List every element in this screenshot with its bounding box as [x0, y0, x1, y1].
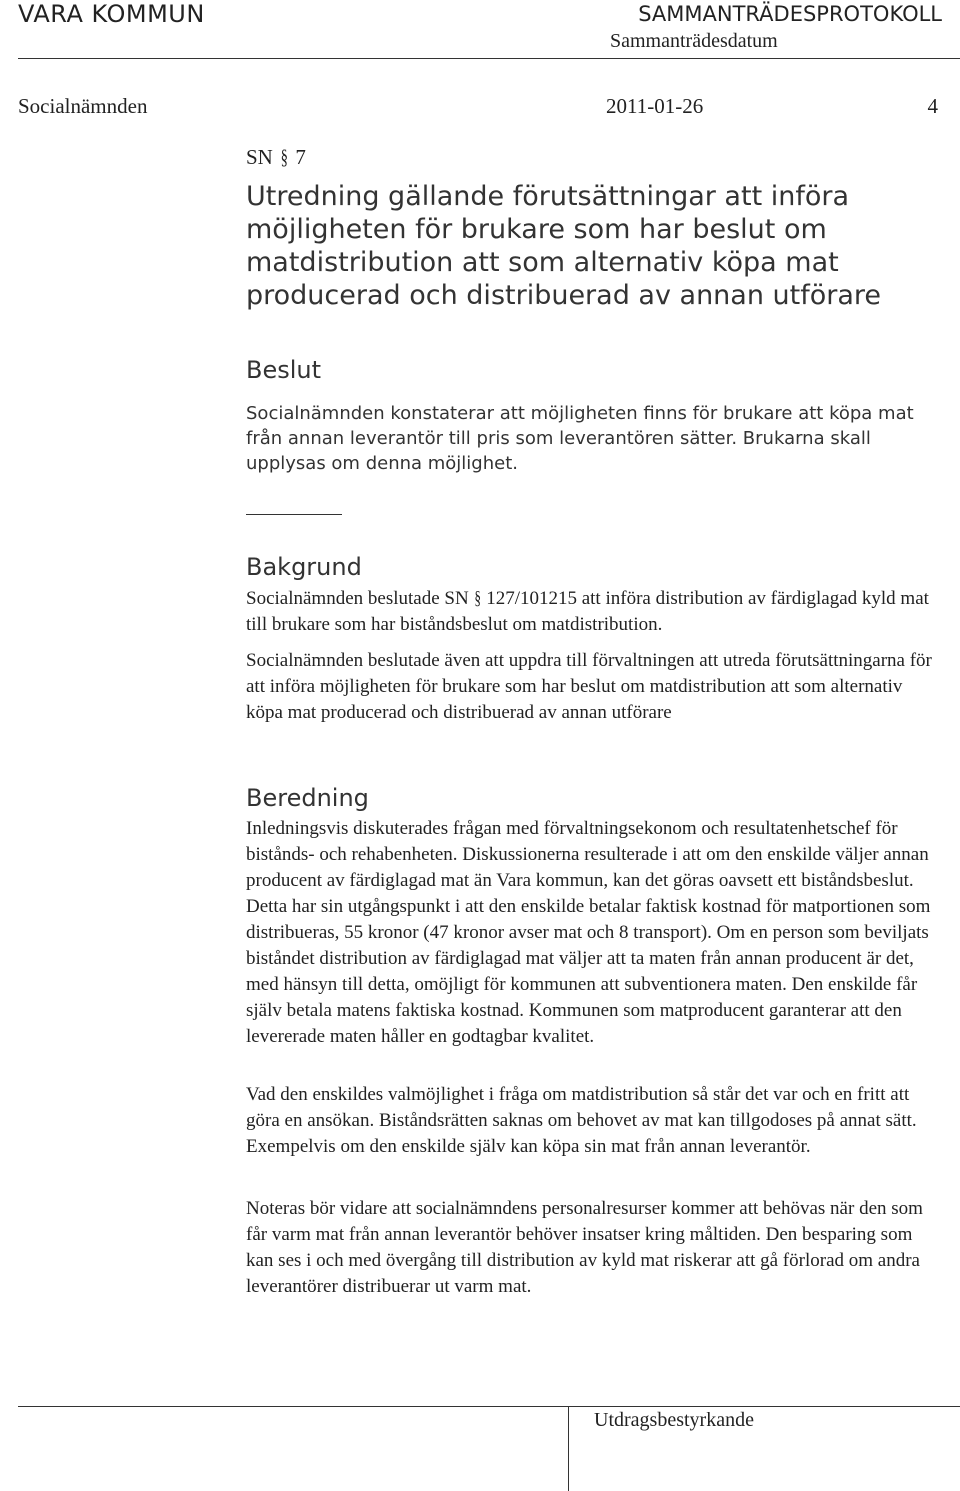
bakgrund-paragraph-1 [246, 586, 942, 638]
committee-name: Socialnämnden [18, 94, 148, 118]
bakgrund-p1-end: 127/101215 att införa distribution av färdiglagad kyld mat till brukare som har biståndsbeslut om matdistribution. [246, 588, 929, 635]
item-title: Utredning gällande förutsättningar att införa möjligheten för brukare som har beslut om matdistribution att som alternativ köpa mat producerad och distribuerad av annan utförare [246, 181, 882, 311]
section-reference [246, 145, 306, 170]
section-symbol: § [280, 145, 288, 169]
document-type: SAMMANTRÄDESPROTOKOLL [638, 2, 942, 26]
beredning-paragraph-2: Vad den enskildes valmöjlighet i fråga om matdistribution så står det var och en fritt att göra en ansökan. Biståndsrätten saknas om behovet av mat kan tillgodoses på annat sätt. Exempelvis om den enskilde själv kan köpa sin mat från annan leverantör. [246, 1084, 917, 1157]
organization-name: VARA KOMMUN [18, 0, 205, 28]
section-number: 7 [295, 145, 306, 169]
beslut-text: Socialnämnden konstaterar att möjligheten finns för brukare att köpa mat från annan leverantör till pris som leverantören sätter. Brukarna skall upplysas om denna möjlighet. [246, 403, 914, 474]
bakgrund-p1-start: Socialnämnden beslutade SN [246, 588, 469, 609]
beredning-paragraph-1: Inledningsvis diskuterades frågan med förvaltningsekonom och resultatenhetschef för bistånds- och rehabenheten. Diskussionerna resulterade i att om den enskilde väljer annan producent av färdiglagad mat än Vara kommun, kan det göras oavsett ett biståndsbeslut. Detta har sin utgångspunkt i att den enskilde betalar faktisk kostnad för matportionen som distribueras, 55 kronor (47 kronor avser mat och 8 transport). Om en person som beviljats biståndet distribution av färdiglagad mat väljer att ta maten från annan producent är det, med hänsyn till detta, omöjligt för kommunen att subventionera maten. Den enskilde får själv betala matens faktiska kostnad. Kommunen som matproducent garanterar att den levererade maten håller en godtagbar kvalitet. [246, 818, 931, 1047]
bakgrund-p1-symbol: § [474, 588, 481, 609]
heading-beslut: Beslut [246, 356, 322, 384]
meeting-date: 2011-01-26 [606, 94, 704, 118]
heading-bakgrund: Bakgrund [246, 553, 362, 581]
footer-divider [18, 1406, 960, 1407]
section-separator [246, 514, 342, 515]
page-number: 4 [927, 94, 938, 118]
header-divider [18, 58, 960, 59]
certification-label: Utdragsbestyrkande [594, 1409, 754, 1431]
bakgrund-paragraph-2: Socialnämnden beslutade även att uppdra till förvaltningen att utreda förutsättningarna för att införa möjligheten för brukare som har beslut om matdistribution att som alternativ köpa mat producerad och distribuerad av annan utförare [246, 650, 932, 723]
heading-beredning: Beredning [246, 784, 369, 812]
section-prefix: SN [246, 145, 273, 169]
beredning-paragraph-3: Noteras bör vidare att socialnämndens personalresurser kommer att behövas när den som får varm mat från annan leverantör behöver insatser kring måltiden. Den besparing som kan ses i och med övergång till distribution av kyld mat riskerar att gå förlorad om andra leverantörer distribuerar ut varm mat. [246, 1198, 923, 1297]
meeting-date-label: Sammanträdesdatum [610, 30, 778, 52]
footer-vertical-divider [568, 1406, 569, 1491]
